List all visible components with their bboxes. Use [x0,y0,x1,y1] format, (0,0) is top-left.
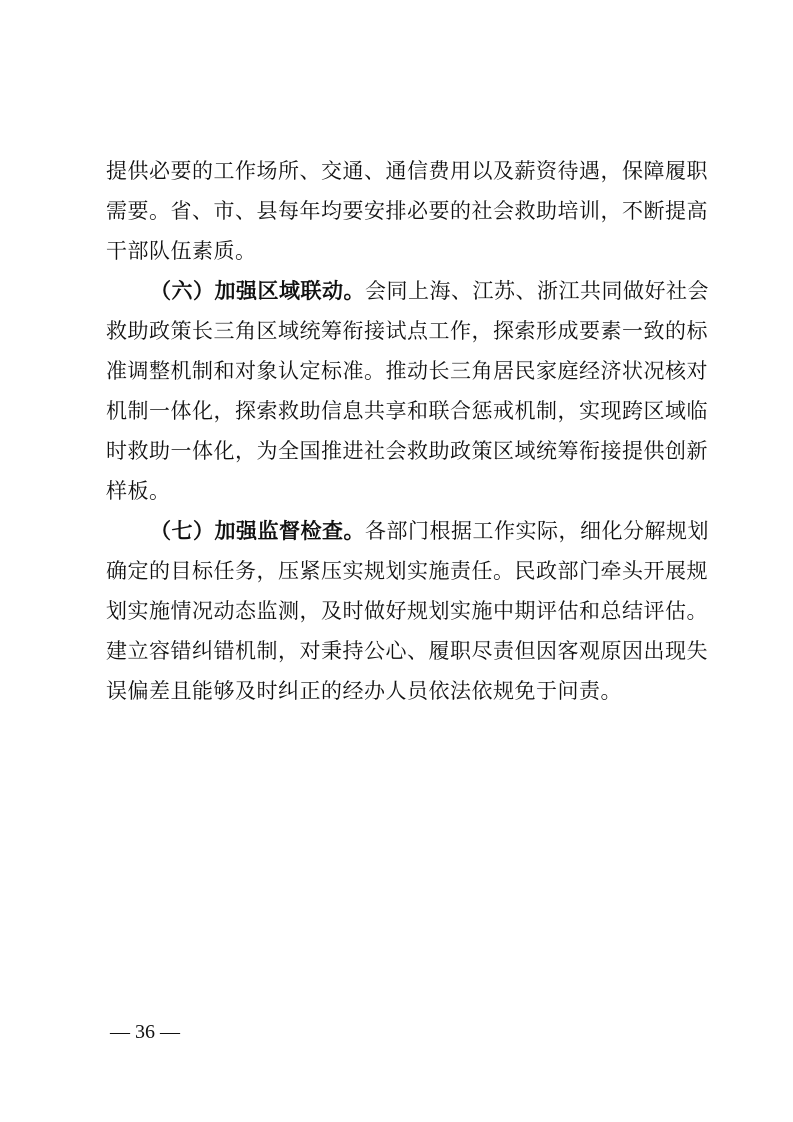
paragraph-line: 机制一体化，探索救助信息共享和联合惩戒机制，实现跨区域临 [106,399,708,423]
paragraph-line: 准调整机制和对象认定标准。推动长三角居民家庭经济状况核对 [106,359,708,383]
paragraph-line: 划实施情况动态监测，及时做好规划实施中期评估和总结评估。 [106,599,708,623]
paragraph-line: 提供必要的工作场所、交通、通信费用以及薪资待遇，保障履职 [106,159,708,183]
section-heading: （七）加强监督检查。 [150,518,365,543]
paragraph-line: 时救助一体化，为全国推进社会救助政策区域统筹衔接提供创新 [106,439,708,463]
paragraph-line: 需要。省、市、县每年均要安排必要的社会救助培训，不断提高 [106,199,708,223]
paragraph-line: 样板。 [106,479,171,503]
paragraph-text: 会同上海、江苏、浙江共同做好社会 [365,279,709,303]
paragraph-line: 误偏差且能够及时纠正的经办人员依法依规免于问责。 [106,679,622,703]
page-number: — 36 — [110,1021,180,1043]
paragraph-first-line [150,511,709,551]
paragraph-line: 救助政策长三角区域统筹衔接试点工作，探索形成要素一致的标 [106,319,708,343]
paragraph-line: 干部队伍素质。 [106,239,257,263]
paragraph-line: 确定的目标任务，压紧压实规划实施责任。民政部门牵头开展规 [106,559,708,583]
paragraph-line: 建立容错纠错机制，对秉持公心、履职尽责但因客观原因出现失 [106,639,708,663]
paragraph-first-line [150,271,709,311]
section-heading: （六）加强区域联动。 [150,278,365,303]
paragraph-text: 各部门根据工作实际，细化分解规划 [365,519,709,543]
